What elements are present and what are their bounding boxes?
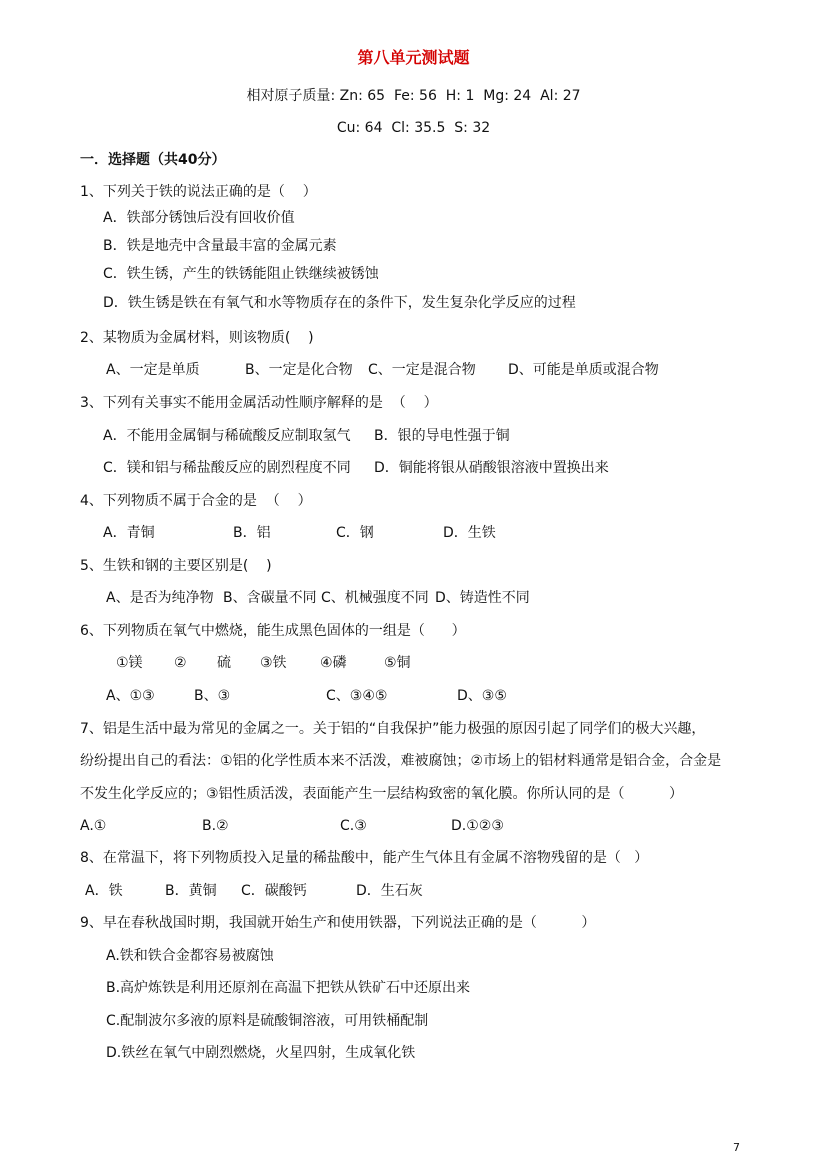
question-8-option-b: B．黄铜 [165, 883, 217, 899]
question-2-stem: 2、某物质为金属材料，则该物质( ) [80, 330, 314, 346]
atomic-mass-line-2: Cu: 64 Cl: 35.5 S: 32 [336, 120, 491, 136]
question-7-option-d: D.①②③ [451, 818, 504, 834]
question-5-option-d: D、铸造性不同 [435, 590, 530, 606]
substance-1: ①镁 [116, 655, 143, 671]
question-4-option-b: B．铝 [233, 525, 271, 541]
question-9-stem: 9、早在春秋战国时期，我国就开始生产和使用铁器，下列说法正确的是（ ） [80, 915, 596, 931]
question-4-option-a: A．青铜 [103, 525, 155, 541]
substance-5: ⑤铜 [384, 655, 411, 671]
question-1-option-b: B．铁是地壳中含量最丰富的金属元素 [103, 238, 337, 254]
question-8-stem: 8、在常温下，将下列物质投入足量的稀盐酸中，能产生气体且有金属不溶物残留的是（ ） [80, 850, 649, 866]
page-number: 7 [733, 1141, 740, 1154]
question-5-stem: 5、生铁和钢的主要区别是( ) [80, 558, 272, 574]
question-8-options [85, 882, 725, 900]
question-7-stem-line-3: 不发生化学反应的；③铝性质活泼，表面能产生一层结构致密的氧化膜。你所认同的是（ ） [80, 786, 684, 802]
question-2-option-c: C、一定是混合物 [368, 362, 476, 378]
substance-4: ④磷 [320, 655, 347, 671]
question-3-option-a: A．不能用金属铜与稀硫酸反应制取氢气 [103, 428, 351, 444]
question-7-stem-line-1: 7、铝是生活中最为常见的金属之一。关于铝的“自我保护”能力极强的原因引起了同学们的极大兴趣， [80, 721, 706, 737]
question-2-option-d: D、可能是单质或混合物 [508, 362, 659, 378]
question-6-option-b: B、③ [194, 688, 231, 704]
question-4-options [103, 524, 743, 542]
question-4-option-c: C．钢 [336, 525, 374, 541]
question-3-option-d: D．铜能将银从硝酸银溶液中置换出来 [374, 460, 609, 476]
question-8-option-c: C．碳酸钙 [241, 883, 307, 899]
question-3-row-1 [103, 427, 743, 445]
question-5-option-b: B、含碳量不同 [223, 590, 317, 606]
question-8-option-d: D．生石灰 [356, 883, 423, 899]
question-1-option-c: C．铁生锈，产生的铁锈能阻止铁继续被锈蚀 [103, 266, 379, 282]
question-6-option-c: C、③④⑤ [326, 688, 388, 704]
substance-3: ③铁 [260, 655, 287, 671]
question-5-option-a: A、是否为纯净物 [106, 590, 214, 606]
atomic-mass-line-1: 相对原子质量: Zn: 65 Fe: 56 H: 1 Mg: 24 Al: 27 [246, 88, 581, 104]
question-3-stem: 3、下列有关事实不能用金属活动性顺序解释的是 （ ） [80, 395, 438, 411]
substance-2-marker: ② [174, 655, 187, 671]
page-title: 第八单元测试题 [357, 48, 470, 67]
question-9-option-a: A.铁和铁合金都容易被腐蚀 [106, 948, 274, 964]
question-5-options [106, 589, 746, 607]
question-9-option-c: C.配制波尔多液的原料是硫酸铜溶液，可用铁桶配制 [106, 1013, 429, 1029]
question-7-option-b: B.② [202, 818, 229, 834]
question-6-options [106, 687, 746, 705]
question-9-option-b: B.高炉炼铁是利用还原剂在高温下把铁从铁矿石中还原出来 [106, 980, 471, 996]
question-7-option-a: A.① [80, 818, 107, 834]
question-6-stem: 6、下列物质在氧气中燃烧，能生成黑色固体的一组是（ ） [80, 623, 466, 639]
question-8-option-a: A．铁 [85, 883, 123, 899]
question-7-options [80, 817, 720, 835]
section-heading: 一．选择题（共40分） [80, 152, 226, 168]
question-3-option-c: C．镁和铝与稀盐酸反应的剧烈程度不同 [103, 460, 351, 476]
question-2-option-b: B、一定是化合物 [245, 362, 353, 378]
question-1-option-d: D．铁生锈是铁在有氧气和水等物质存在的条件下，发生复杂化学反应的过程 [103, 295, 576, 311]
substance-2: 硫 [217, 655, 231, 671]
question-3-option-b: B．银的导电性强于铜 [374, 428, 510, 444]
question-2-option-a: A、一定是单质 [106, 362, 200, 378]
question-1-option-a: A．铁部分锈蚀后没有回收价值 [103, 210, 295, 226]
question-7-stem-line-2: 纷纷提出自己的看法：①铝的化学性质本来不活泼，难被腐蚀；②市场上的铝材料通常是铝合金，合金是 [80, 753, 722, 769]
question-4-stem: 4、下列物质不属于合金的是 （ ） [80, 493, 312, 509]
question-1-stem: 1、下列关于铁的说法正确的是（ ） [80, 184, 317, 200]
question-4-option-d: D．生铁 [443, 525, 496, 541]
question-6-option-a: A、①③ [106, 688, 155, 704]
question-6-option-d: D、③⑤ [457, 688, 507, 704]
question-2-options [106, 361, 746, 379]
question-3-row-2 [103, 459, 743, 477]
question-6-substances [116, 654, 756, 672]
question-9-option-d: D.铁丝在氧气中剧烈燃烧，火星四射，生成氧化铁 [106, 1045, 416, 1061]
question-5-option-c: C、机械强度不同 [321, 590, 429, 606]
question-7-option-c: C.③ [340, 818, 367, 834]
